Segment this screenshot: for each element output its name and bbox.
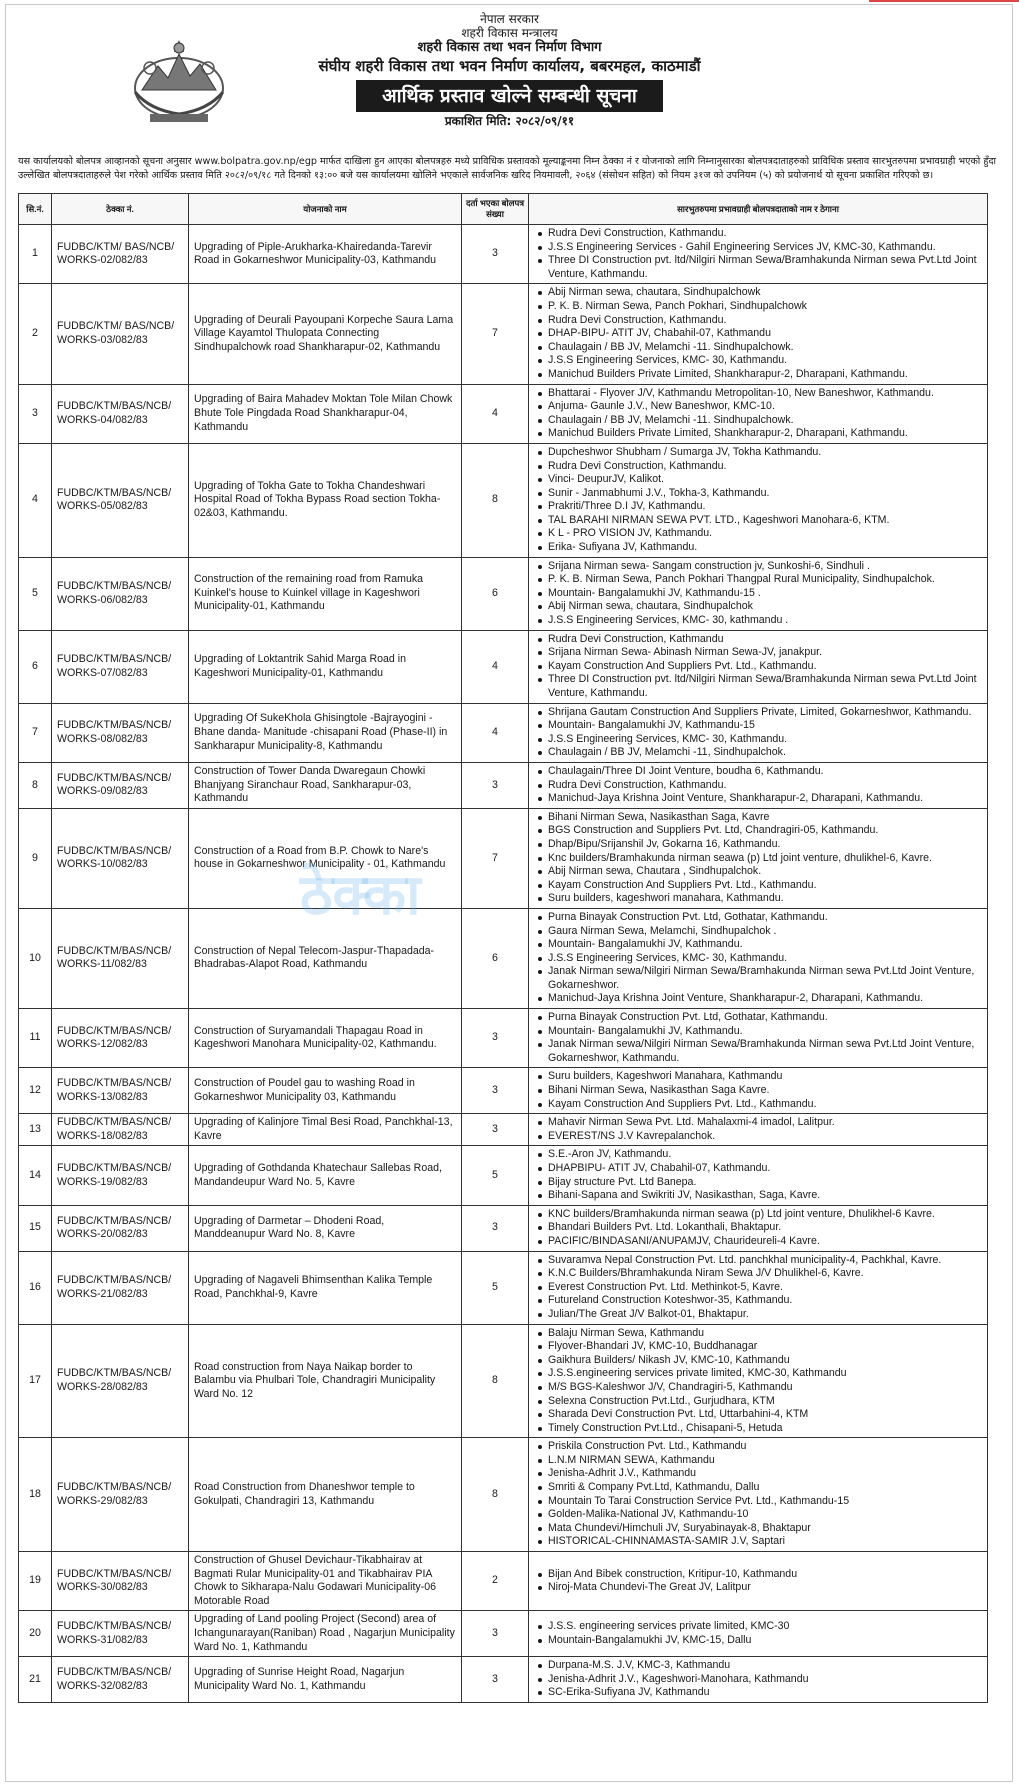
row-bid-count: 7 <box>462 284 529 384</box>
bidder-item: Rudra Devi Construction, Kathmandu. <box>548 779 982 793</box>
header-office: संघीय शहरी विकास तथा भवन निर्माण कार्यालय, बबरमहल, काठमाडौं <box>318 57 701 75</box>
row-project-name: Upgrading of Tokha Gate to Tokha Chandeshwari Hospital Road of Tokha Bypass Road section Tokha-02&03, Kathmandu. <box>189 443 462 557</box>
bidder-list <box>534 1254 982 1322</box>
header-bidders: सारभुतरुपमा प्रभावग्राही बोलपत्रदाताको नाम र ठेगाना <box>529 194 988 225</box>
bidder-item: Rudra Devi Construction, Kathmandu. <box>548 460 982 474</box>
bidder-list <box>534 227 982 281</box>
bidder-item: Suru builders, Kageshwori Manahara, Kathmandu <box>548 1070 982 1084</box>
table-header-row <box>19 194 988 225</box>
row-serial-number: 5 <box>19 557 52 630</box>
table-row <box>19 1114 988 1146</box>
row-project-name: Road construction from Naya Naikap border to Balambu via Phulbari Tole, Chandragiri Municipality Ward No. 12 <box>189 1324 462 1438</box>
bidder-item: Mata Chundevi/Himchuli JV, Suryabinayak-8, Bhaktapur <box>548 1522 982 1536</box>
row-bid-count: 6 <box>462 908 529 1008</box>
bidder-item: Bihani Nirman Sewa, Nasikasthan Saga, Kavre <box>548 811 982 825</box>
bidder-list <box>534 633 982 701</box>
row-contract-number: FUDBC/KTM/BAS/NCB/ WORKS-04/082/83 <box>52 384 189 443</box>
table-row <box>19 1009 988 1068</box>
bidder-item: Sunir - Janmabhumi J.V., Tokha-3, Kathmandu. <box>548 487 982 501</box>
bidder-item: J.S.S Engineering Services, KMC- 30, Kathmandu. <box>548 733 982 747</box>
row-contract-number: FUDBC/KTM/BAS/NCB/ WORKS-13/082/83 <box>52 1068 189 1114</box>
bidder-item: Chaulagain / BB JV, Melamchi -11. Sindhupalchowk. <box>548 341 982 355</box>
bidder-item: Erika- Sufiyana JV, Kathmandu. <box>548 541 982 555</box>
bidder-item: Janak Nirman sewa/Nilgiri Nirman Sewa/Bramhakunda Nirman sewa Pvt.Ltd Joint Venture, Gokarneshwor. <box>548 965 982 992</box>
row-contract-number: FUDBC/KTM/BAS/NCB/ WORKS-32/082/83 <box>52 1657 189 1703</box>
row-bid-count: 7 <box>462 808 529 908</box>
bidder-item: Mahavir Nirman Sewa Pvt. Ltd. Mahalaxmi-4 imadol, Lalitpur. <box>548 1116 982 1130</box>
row-serial-number: 13 <box>19 1114 52 1146</box>
bidder-list <box>534 1208 982 1249</box>
row-serial-number: 8 <box>19 762 52 808</box>
bidder-item: J.S.S.engineering services private limited, KMC-30, Kathmandu <box>548 1367 982 1381</box>
watermark-logo-icon: ठेक्का <box>300 863 421 928</box>
bidder-item: Durpana-M.S. J.V, KMC-3, Kathmandu <box>548 1659 982 1673</box>
row-bidders <box>529 1205 988 1251</box>
bidder-item: P. K. B. Nirman Sewa, Panch Pokhari Thangpal Rural Municipality, Sindhupalchok. <box>548 573 982 587</box>
row-contract-number: FUDBC/KTM/BAS/NCB/ WORKS-05/082/83 <box>52 443 189 557</box>
table-row <box>19 284 988 384</box>
bidder-item: TAL BARAHI NIRMAN SEWA PVT. LTD., Kageshwori Manohara-6, KTM. <box>548 514 982 528</box>
table-row <box>19 808 988 908</box>
row-project-name: Road Construction from Dhaneshwor temple to Gokulpati, Chandragiri 13, Kathmandu <box>189 1438 462 1552</box>
row-bidders <box>529 1068 988 1114</box>
bidder-item: J.S.S Engineering Services, KMC- 30, kathmandu . <box>548 614 982 628</box>
bidder-item: K L - PRO VISION JV, Kathmandu. <box>548 527 982 541</box>
row-serial-number: 19 <box>19 1552 52 1611</box>
header-government: नेपाल सरकार <box>480 12 539 26</box>
row-contract-number: FUDBC/KTM/BAS/NCB/ WORKS-10/082/83 <box>52 808 189 908</box>
table-row <box>19 1068 988 1114</box>
bidder-item: Three DI Construction pvt. ltd/Nilgiri Nirman Sewa/Bramhakunda Nirman sewa Pvt.Ltd Joint Venture, Kathmandu. <box>548 254 982 281</box>
row-contract-number: FUDBC/KTM/BAS/NCB/ WORKS-29/082/83 <box>52 1438 189 1552</box>
bidder-item: Bihani-Sapana and Swikriti JV, Nasikasthan, Saga, Kavre. <box>548 1189 982 1203</box>
row-serial-number: 7 <box>19 703 52 762</box>
bidder-item: Manichud-Jaya Krishna Joint Venture, Shankharapur-2, Dharapani, Kathmandu. <box>548 792 982 806</box>
row-project-name: Construction of Suryamandali Thapagau Road in Kageshwori Manohara Municipality-02, Kathmandu. <box>189 1009 462 1068</box>
bidder-item: Manichud Builders Private Limited, Shankharapur-2, Dharapani, Kathmandu. <box>548 427 982 441</box>
bidder-list <box>534 1327 982 1436</box>
row-project-name: Construction of a Road from B.P. Chowk to Nare's house in Gokarneshwor Municipality - 01, Kathmandu <box>189 808 462 908</box>
row-serial-number: 1 <box>19 225 52 284</box>
table-row <box>19 703 988 762</box>
table-row <box>19 1146 988 1205</box>
row-serial-number: 14 <box>19 1146 52 1205</box>
bidder-item: Bijan And Bibek construction, Kritipur-10, Kathmandu <box>548 1568 982 1582</box>
row-project-name: Upgrading of Baira Mahadev Moktan Tole Milan Chowk Bhute Tole Pingdada Road Shankharapur-04, Kathmandu <box>189 384 462 443</box>
row-bid-count: 5 <box>462 1146 529 1205</box>
row-bidders <box>529 284 988 384</box>
bidder-item: J.S.S Engineering Services, KMC- 30, Kathmandu. <box>548 354 982 368</box>
bidder-item: K.N.C Builders/Bhramhakunda Niram Sewa J/V Dhulikhel-6, Kavre. <box>548 1267 982 1281</box>
row-bid-count: 4 <box>462 703 529 762</box>
row-project-name: Upgrading of Deurali Payoupani Korpeche Saura Lama Village Kayamtol Thulopata Connecting Sindhupalchowk road Shankharapur-02, Kathmandu <box>189 284 462 384</box>
bidder-list <box>534 765 982 806</box>
row-bidders <box>529 384 988 443</box>
bidder-item: EVEREST/NS J.V Kavrepalanchok. <box>548 1130 982 1144</box>
bidder-list <box>534 1620 982 1647</box>
table-row <box>19 1251 988 1324</box>
bidder-item: Manichud Builders Private Limited, Shankharapur-2, Dharapani, Kathmandu. <box>548 368 982 382</box>
row-contract-number: FUDBC/KTM/BAS/NCB/ WORKS-09/082/83 <box>52 762 189 808</box>
table-row <box>19 762 988 808</box>
row-contract-number: FUDBC/KTM/BAS/NCB/ WORKS-30/082/83 <box>52 1552 189 1611</box>
row-contract-number: FUDBC/KTM/ BAS/NCB/ WORKS-03/082/83 <box>52 284 189 384</box>
table-row <box>19 908 988 1008</box>
header-ministry: शहरी विकास मन्त्रालय <box>461 26 558 40</box>
bidder-item: BGS Construction and Suppliers Pvt. Ltd, Chandragiri-05, Kathmandu. <box>548 824 982 838</box>
row-bid-count: 3 <box>462 1657 529 1703</box>
bidder-item: Bihani Nirman Sewa, Nasikasthan Saga Kavre. <box>548 1084 982 1098</box>
row-contract-number: FUDBC/KTM/BAS/NCB/ WORKS-19/082/83 <box>52 1146 189 1205</box>
row-bidders <box>529 1146 988 1205</box>
row-bidders <box>529 1552 988 1611</box>
row-project-name: Upgrading of Kalinjore Timal Besi Road, Panchkhal-13, Kavre <box>189 1114 462 1146</box>
row-bid-count: 4 <box>462 384 529 443</box>
row-project-name: Upgrading of Land pooling Project (Second) area of Ichangunarayan(Raniban) Road , Nagarjun Municipality Ward No. 1, Kathmandu <box>189 1611 462 1657</box>
table-row <box>19 1324 988 1438</box>
bidder-item: Kayam Construction And Suppliers Pvt. Ltd., Kathmandu. <box>548 879 982 893</box>
row-bidders <box>529 443 988 557</box>
row-serial-number: 3 <box>19 384 52 443</box>
bidder-item: Rudra Devi Construction, Kathmandu. <box>548 227 982 241</box>
bidder-item: Chaulagain / BB JV, Melamchi -11, Sindhupalchok. <box>548 746 982 760</box>
row-serial-number: 11 <box>19 1009 52 1068</box>
bidder-item: Mountain-Bangalamukhi JV, KMC-15, Dallu <box>548 1634 982 1648</box>
bidder-item: Niroj-Mata Chundevi-The Great JV, Lalitpur <box>548 1581 982 1595</box>
header-department: शहरी विकास तथा भवन निर्माण विभाग <box>417 40 602 55</box>
row-bid-count: 3 <box>462 1611 529 1657</box>
bidder-item: Knc builders/Bramhakunda nirman seawa (p) Ltd joint venture, dhulikhel-6, Kavre. <box>548 852 982 866</box>
table-row <box>19 1657 988 1703</box>
bidder-item: HISTORICAL-CHINNAMASTA-SAMIR J.V, Saptari <box>548 1535 982 1549</box>
bidder-item: Balaju Nirman Sewa, Kathmandu <box>548 1327 982 1341</box>
row-bid-count: 4 <box>462 630 529 703</box>
bidder-item: DHAPBIPU- ATIT JV, Chabahil-07, Kathmandu. <box>548 1162 982 1176</box>
publish-date: प्रकाशित मिति: २०८२/०९/११ <box>444 114 575 128</box>
table-body <box>19 225 988 1703</box>
bidder-item: Prakriti/Three D.I JV, Kathmandu. <box>548 500 982 514</box>
header-name: योजनाको नाम <box>189 194 462 225</box>
row-contract-number: FUDBC/KTM/BAS/NCB/ WORKS-21/082/83 <box>52 1251 189 1324</box>
table-row <box>19 1552 988 1611</box>
bidder-item: L.N.M NIRMAN SEWA, Kathmandu <box>548 1454 982 1468</box>
row-project-name: Construction of Nepal Telecom-Jaspur-Thapadada-Bhadrabas-Alapot Road, Kathmandu <box>189 908 462 1008</box>
bidder-item: Suru builders, kageshwori manahara, Kathmandu. <box>548 892 982 906</box>
table-row <box>19 1438 988 1552</box>
row-project-name: Upgrading Of SukeKhola Ghisingtole -Bajrayogini -Bhane danda- Manitude -chisapani Road (Phase-II) in Sankharapur Municipality-8, Kathmandu <box>189 703 462 762</box>
bidder-item: Abij Nirman sewa, chautara, Sindhupalchowk <box>548 286 982 300</box>
bidder-item: Abij Nirman sewa, chautara, Sindhupalchok <box>548 600 982 614</box>
intro-paragraph: यस कार्यालयको बोलपत्र आव्हानको सूचना अनुसार www.bolpatra.gov.np/egp मार्फत दाखिला हुन आएका बोलपत्रहरु मध्ये प्राविधिक प्रस्तावको मूल्याङ्कनमा निम्न ठेक्का नं र योजनाको लागि निम्नानुसारका बोलपत्रदाताहरुको प्राविधिक प्रस्ताव सारभुतरुपमा प्रभावग्राही भएको हुँदा उल्लेखित बोलपत्रदाताहरुले पेश गरेको आर्थिक प्रस्ताव मिति २०८२/०९/१८ गते दिनको १३:०० बजे यस कार्यालयमा खोलिने भएकाले सार्वजनिक खरिद नियमावली, २०६४ (संसोधन सहित) को नियम ३१ज को उपनियम (५) को प्रयोजनार्थ यो सूचना प्रकाशित गरिएको छ। <box>18 156 997 181</box>
bidder-item: Bhandari Builders Pvt. Ltd. Lokanthali, Bhaktapur. <box>548 1221 982 1235</box>
bidder-item: Timely Construction Pvt.Ltd., Chisapani-5, Hetuda <box>548 1422 982 1436</box>
table-row <box>19 384 988 443</box>
bidder-item: Manichud-Jaya Krishna Joint Venture, Shankharapur-2, Dharapani, Kathmandu. <box>548 992 982 1006</box>
bidder-item: Futureland Construction Koteshwor-35, Kathmandu. <box>548 1294 982 1308</box>
row-contract-number: FUDBC/KTM/BAS/NCB/ WORKS-08/082/83 <box>52 703 189 762</box>
table-row <box>19 1205 988 1251</box>
bidder-item: Abij Nirman sewa, Chautara , Sindhupalchok. <box>548 865 982 879</box>
row-serial-number: 16 <box>19 1251 52 1324</box>
bidder-list <box>534 811 982 906</box>
table-row <box>19 443 988 557</box>
bidder-item: Selexna Construction Pvt.Ltd., Gurjudhara, KTM <box>548 1395 982 1409</box>
row-bid-count: 3 <box>462 1068 529 1114</box>
row-bidders <box>529 1009 988 1068</box>
bidder-item: Three DI Construction pvt. ltd/Nilgiri Nirman Sewa/Bramhakunda Nirman sewa Pvt.Ltd Joint Venture, Kathmandu. <box>548 673 982 700</box>
bidder-item: PACIFIC/BINDASANI/ANUPAMJV, Chaurideureli-4 Kavre. <box>548 1235 982 1249</box>
bidder-item: Anjuma- Gaunle J.V., New Baneshwor, KMC-10. <box>548 400 982 414</box>
row-bidders <box>529 557 988 630</box>
row-serial-number: 21 <box>19 1657 52 1703</box>
table-row <box>19 1611 988 1657</box>
notice-header <box>0 12 1019 129</box>
row-project-name: Upgrading of Sunrise Height Road, Nagarjun Municipality Ward No. 1, Kathmandu <box>189 1657 462 1703</box>
bidder-item: Chaulagain/Three DI Joint Venture, boudha 6, Kathmandu. <box>548 765 982 779</box>
row-bidders <box>529 762 988 808</box>
bidder-item: Mountain- Bangalamukhi JV, Kathmandu. <box>548 1025 982 1039</box>
row-contract-number: FUDBC/KTM/BAS/NCB/ WORKS-07/082/83 <box>52 630 189 703</box>
bidder-item: SC-Erika-Sufiyana JV, Kathmandu <box>548 1686 982 1700</box>
row-bidders <box>529 1114 988 1146</box>
row-bidders <box>529 1324 988 1438</box>
row-serial-number: 6 <box>19 630 52 703</box>
bidder-item: Shrijana Gautam Construction And Suppliers Private, Limited, Gokarneshwor, Kathmandu. <box>548 706 982 720</box>
row-serial-number: 4 <box>19 443 52 557</box>
row-bid-count: 3 <box>462 1009 529 1068</box>
bidder-item: Golden-Malika-National JV, Kathmandu-10 <box>548 1508 982 1522</box>
bidder-item: Smriti & Company Pvt.Ltd, Kathmandu, Dallu <box>548 1481 982 1495</box>
bidder-list <box>534 911 982 1006</box>
row-contract-number: FUDBC/KTM/BAS/NCB/ WORKS-18/082/83 <box>52 1114 189 1146</box>
row-serial-number: 10 <box>19 908 52 1008</box>
bidder-item: Rudra Devi Construction, Kathmandu. <box>548 314 982 328</box>
bidder-item: P. K. B. Nirman Sewa, Panch Pokhari, Sindhupalchowk <box>548 300 982 314</box>
row-bid-count: 8 <box>462 1324 529 1438</box>
row-serial-number: 20 <box>19 1611 52 1657</box>
row-serial-number: 17 <box>19 1324 52 1438</box>
bidder-item: Suvaramva Nepal Construction Pvt. Ltd. panchkhal municipality-4, Pachkhal, Kavre. <box>548 1254 982 1268</box>
bidder-item: Kayam Construction And Suppliers Pvt. Ltd., Kathmandu. <box>548 660 982 674</box>
bidder-item: Mountain- Bangalamukhi JV, Kathmandu-15 <box>548 719 982 733</box>
bidder-item: Gaikhura Builders/ Nikash JV, KMC-10, Kathmandu <box>548 1354 982 1368</box>
row-bidders <box>529 225 988 284</box>
bidder-list <box>534 1011 982 1065</box>
bidder-list <box>534 1070 982 1111</box>
bidder-list <box>534 1148 982 1202</box>
bidder-list <box>534 286 982 381</box>
row-contract-number: FUDBC/KTM/ BAS/NCB/ WORKS-02/082/83 <box>52 225 189 284</box>
row-project-name: Upgrading of Gothdanda Khatechaur Sallebas Road, Mandandeupur Ward No. 5, Kavre <box>189 1146 462 1205</box>
bidder-item: Jenisha-Adhrit J.V., Kageshwori-Manohara, Kathmandu <box>548 1673 982 1687</box>
bidder-list <box>534 560 982 628</box>
row-project-name: Upgrading of Darmetar – Dhodeni Road, Manddeanupur Ward No. 8, Kavre <box>189 1205 462 1251</box>
row-project-name: Construction of the remaining road from Ramuka Kuinkel's house to Kuinkel village in Kageshwori Municipality-01, Kathmandu <box>189 557 462 630</box>
bidder-list <box>534 1440 982 1549</box>
bidder-item: Mountain To Tarai Construction Service Pvt. Ltd., Kathmandu-15 <box>548 1495 982 1509</box>
header-ref: ठेक्का नं. <box>52 194 189 225</box>
bidder-list <box>534 1659 982 1700</box>
bidder-item: Purna Binayak Construction Pvt. Ltd, Gothatar, Kathmandu. <box>548 911 982 925</box>
row-bid-count: 8 <box>462 443 529 557</box>
row-project-name: Upgrading of Nagaveli Bhimsenthan Kalika Temple Road, Panchkhal-9, Kavre <box>189 1251 462 1324</box>
bidder-item: Janak Nirman sewa/Nilgiri Nirman Sewa/Bramhakunda Nirman sewa Pvt.Ltd Joint Venture, Gokarneshwor, Kathmandu. <box>548 1038 982 1065</box>
row-serial-number: 2 <box>19 284 52 384</box>
row-bid-count: 3 <box>462 1205 529 1251</box>
bidder-list <box>534 706 982 760</box>
row-bid-count: 5 <box>462 1251 529 1324</box>
bidder-item: Purna Binayak Construction Pvt. Ltd, Gothatar, Kathmandu. <box>548 1011 982 1025</box>
header-count: दर्ता भएका बोलपत्र संख्या <box>462 194 529 225</box>
row-bidders <box>529 1657 988 1703</box>
bidder-list <box>534 1568 982 1595</box>
bidder-item: Rudra Devi Construction, Kathmandu <box>548 633 982 647</box>
bidder-item: Mountain- Bangalamukhi JV, Kathmandu. <box>548 938 982 952</box>
top-accent-line <box>869 0 1019 2</box>
row-serial-number: 18 <box>19 1438 52 1552</box>
bidder-item: Dupcheshwor Shubham / Sumarga JV, Tokha Kathmandu. <box>548 446 982 460</box>
row-bidders <box>529 1251 988 1324</box>
row-contract-number: FUDBC/KTM/BAS/NCB/ WORKS-06/082/83 <box>52 557 189 630</box>
bid-table <box>18 193 988 1703</box>
bidder-item: Julian/The Great J/V Balkot-01, Bhaktapur. <box>548 1308 982 1322</box>
bidder-item: Dhap/Bipu/Srijanshil Jv, Gokarna 16, Kathmandu. <box>548 838 982 852</box>
bidder-item: Bhattarai - Flyover J/V, Kathmandu Metropolitan-10, New Baneshwor, Kathmandu. <box>548 387 982 401</box>
table-row <box>19 225 988 284</box>
table-row <box>19 557 988 630</box>
bidder-item: Gaura Nirman Sewa, Melamchi, Sindhupalchok . <box>548 925 982 939</box>
row-serial-number: 9 <box>19 808 52 908</box>
bidder-item: Jenisha-Adhrit J.V., Kathmandu <box>548 1467 982 1481</box>
bidder-item: Mountain- Bangalamukhi JV, Kathmandu-15 . <box>548 587 982 601</box>
row-serial-number: 12 <box>19 1068 52 1114</box>
bidder-item: DHAP-BIPU- ATIT JV, Chabahil-07, Kathmandu <box>548 327 982 341</box>
bidder-item: Srijana Nirman sewa- Sangam construction jv, Sunkoshi-6, Sindhuli . <box>548 560 982 574</box>
bidder-item: Kayam Construction And Suppliers Pvt. Ltd., Kathmandu. <box>548 1098 982 1112</box>
row-bid-count: 2 <box>462 1552 529 1611</box>
bidder-item: Everest Construction Pvt. Ltd. Methinkot-5, Kavre. <box>548 1281 982 1295</box>
row-bidders <box>529 1438 988 1552</box>
notice-title-banner: आर्थिक प्रस्ताव खोल्ने सम्बन्धी सूचना <box>356 80 663 112</box>
bidder-item: Priskila Construction Pvt. Ltd., Kathmandu <box>548 1440 982 1454</box>
row-bid-count: 3 <box>462 1114 529 1146</box>
table-row <box>19 630 988 703</box>
bidder-item: Vinci- DeupurJV, Kalikot. <box>548 473 982 487</box>
bidder-item: M/S BGS-Kaleshwor J/V, Chandragiri-5, Kathmandu <box>548 1381 982 1395</box>
row-bidders <box>529 703 988 762</box>
bidder-item: KNC builders/Bramhakunda nirman seawa (p) Ltd joint venture, Dhulikhel-6 Kavre. <box>548 1208 982 1222</box>
row-contract-number: FUDBC/KTM/BAS/NCB/ WORKS-12/082/83 <box>52 1009 189 1068</box>
row-contract-number: FUDBC/KTM/BAS/NCB/ WORKS-11/082/83 <box>52 908 189 1008</box>
row-contract-number: FUDBC/KTM/BAS/NCB/ WORKS-31/082/83 <box>52 1611 189 1657</box>
row-bid-count: 8 <box>462 1438 529 1552</box>
row-bidders <box>529 1611 988 1657</box>
row-project-name: Construction of Tower Danda Dwaregaun Chowki Bhanjyang Siranchaur Road, Sankharapur-03, Kathmandu <box>189 762 462 808</box>
bidder-item: Srijana Nirman Sewa- Abinash Nirman Sewa-JV, janakpur. <box>548 646 982 660</box>
bidder-list <box>534 1116 982 1143</box>
bidder-item: J.S.S. engineering services private limited, KMC-30 <box>548 1620 982 1634</box>
row-bid-count: 3 <box>462 225 529 284</box>
bidder-item: Chaulagain / BB JV, Melamchi -11. Sindhupalchowk. <box>548 414 982 428</box>
bidder-item: J.S.S Engineering Services - Gahil Engineering Services JV, KMC-30, Kathmandu. <box>548 241 982 255</box>
row-bid-count: 3 <box>462 762 529 808</box>
row-bidders <box>529 630 988 703</box>
row-project-name: Construction of Poudel gau to washing Road in Gokarneshwor Municipality 03, Kathmandu <box>189 1068 462 1114</box>
bidder-item: Bijay structure Pvt. Ltd Banepa. <box>548 1176 982 1190</box>
row-project-name: Construction of Ghusel Devichaur-Tikabhairav at Bagmati Rular Municipality-01 and Tikabhairav PIA Chowk to Sikharapa-Nalu Godawari Municipality-06 Motorable Road <box>189 1552 462 1611</box>
row-project-name: Upgrading of Piple-Arukharka-Khairedanda-Tarevir Road in Gokarneshwor Municipality-03, Kathmandu <box>189 225 462 284</box>
header-sn: सि.नं. <box>19 194 52 225</box>
row-contract-number: FUDBC/KTM/BAS/NCB/ WORKS-20/082/83 <box>52 1205 189 1251</box>
bidder-item: Sharada Devi Construction Pvt. Ltd, Uttarbahini-4, KTM <box>548 1408 982 1422</box>
bidder-list <box>534 446 982 555</box>
row-contract-number: FUDBC/KTM/BAS/NCB/ WORKS-28/082/83 <box>52 1324 189 1438</box>
row-project-name: Upgrading of Loktantrik Sahid Marga Road in Kageshwori Municipality-01, Kathmandu <box>189 630 462 703</box>
bidder-item: J.S.S Engineering Services, KMC- 30, Kathmandu. <box>548 952 982 966</box>
row-serial-number: 15 <box>19 1205 52 1251</box>
row-bidders <box>529 808 988 908</box>
row-bidders <box>529 908 988 1008</box>
bidder-item: Flyover-Bhandari JV, KMC-10, Buddhanagar <box>548 1340 982 1354</box>
bidder-item: S.E.-Aron JV, Kathmandu. <box>548 1148 982 1162</box>
row-bid-count: 6 <box>462 557 529 630</box>
bidder-list <box>534 387 982 441</box>
